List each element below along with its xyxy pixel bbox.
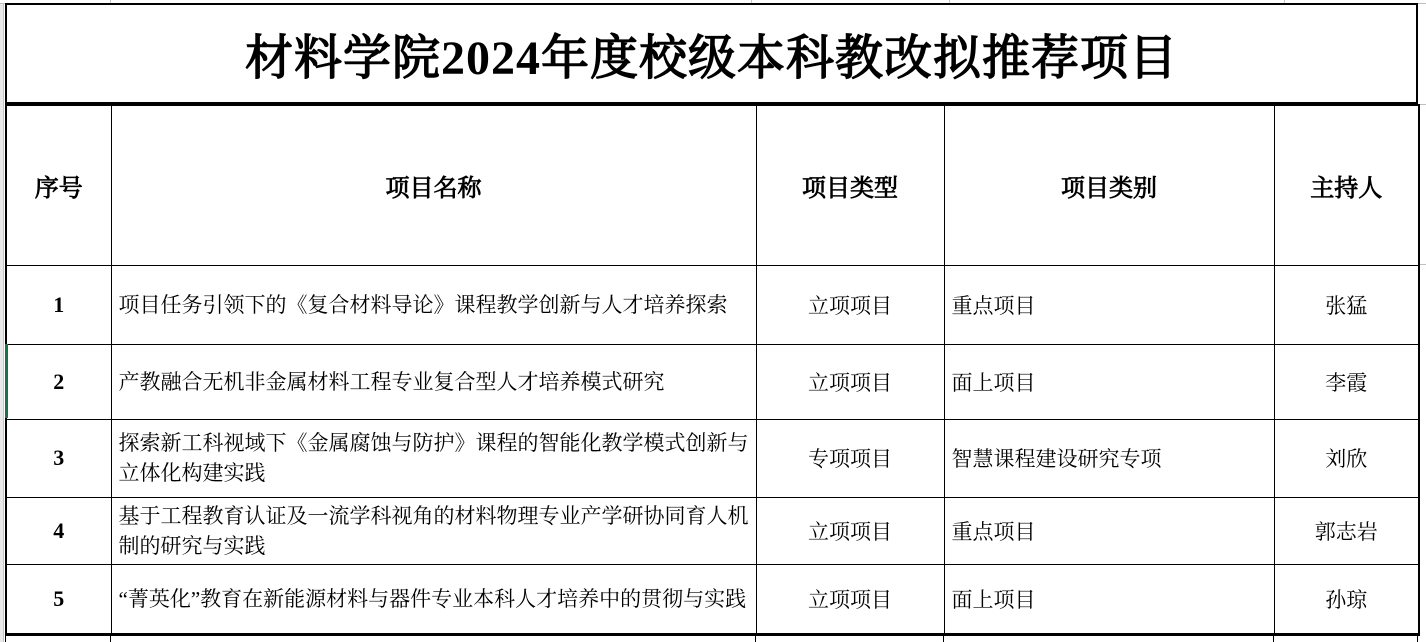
partial-row-gridline — [943, 636, 944, 642]
partial-row-gridline — [755, 636, 756, 642]
cell-type[interactable]: 立项项目 — [756, 265, 944, 344]
cell-leader[interactable]: 郭志岩 — [1274, 497, 1419, 564]
cell-category[interactable]: 面上项目 — [944, 344, 1274, 419]
cell-type[interactable]: 立项项目 — [756, 497, 944, 564]
table-row — [6, 419, 1419, 497]
column-header-category[interactable]: 项目类别 — [944, 105, 1274, 265]
table-row — [6, 564, 1419, 634]
cell-type[interactable]: 专项项目 — [756, 419, 944, 497]
column-header-leader[interactable]: 主持人 — [1274, 105, 1419, 265]
cell-no[interactable]: 1 — [6, 265, 111, 344]
cell-category[interactable]: 面上项目 — [944, 564, 1274, 634]
cell-category[interactable]: 重点项目 — [944, 497, 1274, 564]
cell-no[interactable]: 4 — [6, 497, 111, 564]
cell-name[interactable]: 探索新工科视域下《金属腐蚀与防护》课程的智能化教学模式创新与立体化构建实践 — [111, 419, 756, 497]
cell-leader[interactable]: 李霞 — [1274, 344, 1419, 419]
gridline-stub-right — [1420, 104, 1426, 105]
column-header-type[interactable]: 项目类型 — [756, 105, 944, 265]
partial-row-gridline — [1417, 636, 1418, 642]
column-header-name[interactable]: 项目名称 — [111, 105, 756, 265]
cell-category[interactable]: 智慧课程建设研究专项 — [944, 419, 1274, 497]
cell-no[interactable]: 5 — [6, 564, 111, 634]
gridline-stub-right — [1420, 264, 1426, 265]
cell-type[interactable]: 立项项目 — [756, 564, 944, 634]
partial-row-gridline — [110, 636, 111, 642]
title-cell[interactable] — [5, 3, 1418, 104]
cell-name[interactable]: 产教融合无机非金属材料工程专业复合型人才培养模式研究 — [111, 344, 756, 419]
cell-type[interactable]: 立项项目 — [756, 344, 944, 419]
cell-leader[interactable]: 刘欣 — [1274, 419, 1419, 497]
cell-leader[interactable]: 孙琼 — [1274, 564, 1419, 634]
cell-leader[interactable]: 张猛 — [1274, 265, 1419, 344]
page-title: 材料学院2024年度校级本科教改拟推荐项目 — [244, 32, 1178, 85]
selection-border — [5, 344, 8, 418]
cell-category[interactable]: 重点项目 — [944, 265, 1274, 344]
table-row — [6, 265, 1419, 344]
row-header-sliver — [0, 3, 4, 642]
column-header-no[interactable]: 序号 — [6, 105, 111, 265]
header-row — [6, 105, 1419, 265]
cell-name[interactable]: “菁英化”教育在新能源材料与器件专业本科人才培养中的贯彻与实践 — [111, 564, 756, 634]
cell-name[interactable]: 基于工程教育认证及一流学科视角的材料物理专业产学研协同育人机制的研究与实践 — [111, 497, 756, 564]
table-row — [6, 344, 1419, 419]
table-row — [6, 497, 1419, 564]
projects-table — [5, 104, 1420, 636]
partial-row-gridline — [1273, 636, 1274, 642]
cell-no[interactable]: 2 — [6, 344, 111, 419]
cell-name[interactable]: 项目任务引领下的《复合材料导论》课程教学创新与人才培养探索 — [111, 265, 756, 344]
partial-row-gridline — [5, 636, 6, 642]
cell-no[interactable]: 3 — [6, 419, 111, 497]
